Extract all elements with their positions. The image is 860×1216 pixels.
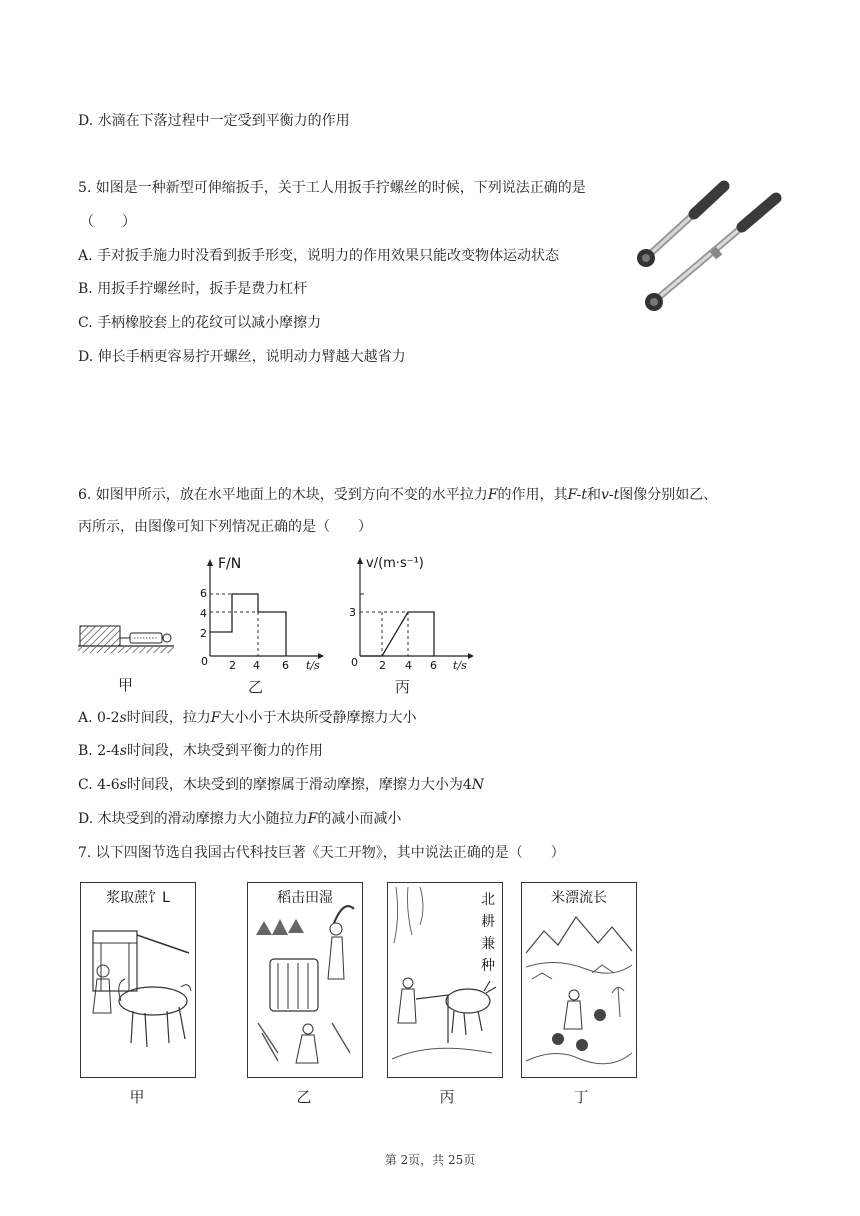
fig-jia-block-diagram xyxy=(78,622,178,662)
graph-f-origin: 0 xyxy=(201,655,208,668)
q6-stem-line2: 丙所示，由图像可知下列情况正确的是（ ） xyxy=(78,519,372,535)
graph-f-xtick-6: 6 xyxy=(282,659,289,672)
q5-option-d: D. 伸长手柄更容易拧开螺丝，说明动力臂越大越省力 xyxy=(78,349,406,365)
panel-yi xyxy=(247,882,363,1078)
panel-bing xyxy=(387,882,503,1078)
graph-v-xlabel: t/s xyxy=(453,659,467,672)
q5-stem: 5. 如图是一种新型可伸缩扳手，关于工人用扳手拧螺丝的时候，下列说法正确的是 xyxy=(78,180,586,196)
panel-bing-caption: 丙 xyxy=(439,1088,455,1106)
graph-f-xtick-2: 2 xyxy=(229,659,236,672)
graph-v-t xyxy=(344,550,476,672)
panel-jia-title: 浆取蔗饣L xyxy=(106,890,170,906)
panel-ding xyxy=(521,882,637,1078)
graph-v-origin: 0 xyxy=(351,656,358,669)
graph-v-xtick-2: 2 xyxy=(379,659,386,672)
panel-bing-title: 北耕兼种 xyxy=(481,892,495,974)
q6-option-b: B. 2-4s时间段，木块受到平衡力的作用 xyxy=(78,743,323,759)
graph-f-xlabel: t/s xyxy=(306,659,320,672)
graph-v-ylabel: v/(m·s⁻¹) xyxy=(366,556,424,571)
panel-yi-title: 稻击田湿 xyxy=(277,890,333,906)
wrench-long xyxy=(645,198,776,311)
q6-option-d: D. 木块受到的滑动摩擦力大小随拉力F的减小而减小 xyxy=(78,811,402,827)
q4-option-d: D. 水滴在下落过程中一定受到平衡力的作用 xyxy=(78,113,350,129)
graph-v-ytick-3: 3 xyxy=(349,606,356,619)
wrench-image xyxy=(628,176,788,324)
graph-f-ytick-6: 6 xyxy=(200,587,207,600)
fig-jia-caption: 甲 xyxy=(118,676,134,694)
panel-yi-caption: 乙 xyxy=(296,1088,312,1106)
q6-option-a: A. 0-2s时间段，拉力F大小小于木块所受静摩擦力大小 xyxy=(78,710,417,726)
graph-f-xtick-4: 4 xyxy=(253,659,260,672)
panel-jia xyxy=(80,882,196,1078)
fig-yi-caption: 乙 xyxy=(248,678,264,696)
graph-f-ytick-2: 2 xyxy=(200,627,207,640)
graph-f-t xyxy=(196,556,326,672)
panel-jia-caption: 甲 xyxy=(129,1088,145,1106)
q6-stem-line1: 6. 如图甲所示，放在水平地面上的木块，受到方向不变的水平拉力F的作用，其F-t和v-t图像分别如乙、 xyxy=(78,487,718,503)
graph-v-xtick-4: 4 xyxy=(405,659,412,672)
panel-ding-caption: 丁 xyxy=(573,1088,589,1106)
graph-v-xtick-6: 6 xyxy=(430,659,437,672)
graph-f-ylabel: F/N xyxy=(218,556,242,572)
q5-option-c: C. 手柄橡胶套上的花纹可以减小摩擦力 xyxy=(78,315,322,331)
q6-option-c: C. 4-6s时间段，木块受到的摩擦属于滑动摩擦，摩擦力大小为4N xyxy=(78,777,485,793)
page-footer: 第 2页，共 25页 xyxy=(384,1153,476,1167)
q5-bracket: （ ） xyxy=(80,214,136,230)
q5-option-b: B. 用扳手拧螺丝时，扳手是费力杠杆 xyxy=(78,281,308,297)
q7-stem: 7. 以下四图节选自我国古代科技巨著《天工开物》，其中说法正确的是（ ） xyxy=(78,845,565,861)
q5-option-a: A. 手对扳手施力时没看到扳手形变，说明力的作用效果只能改变物体运动状态 xyxy=(78,248,560,264)
panel-ding-title: 米漂流长 xyxy=(551,890,607,906)
graph-f-ytick-4: 4 xyxy=(200,607,207,620)
fig-bing-caption: 丙 xyxy=(395,678,411,696)
